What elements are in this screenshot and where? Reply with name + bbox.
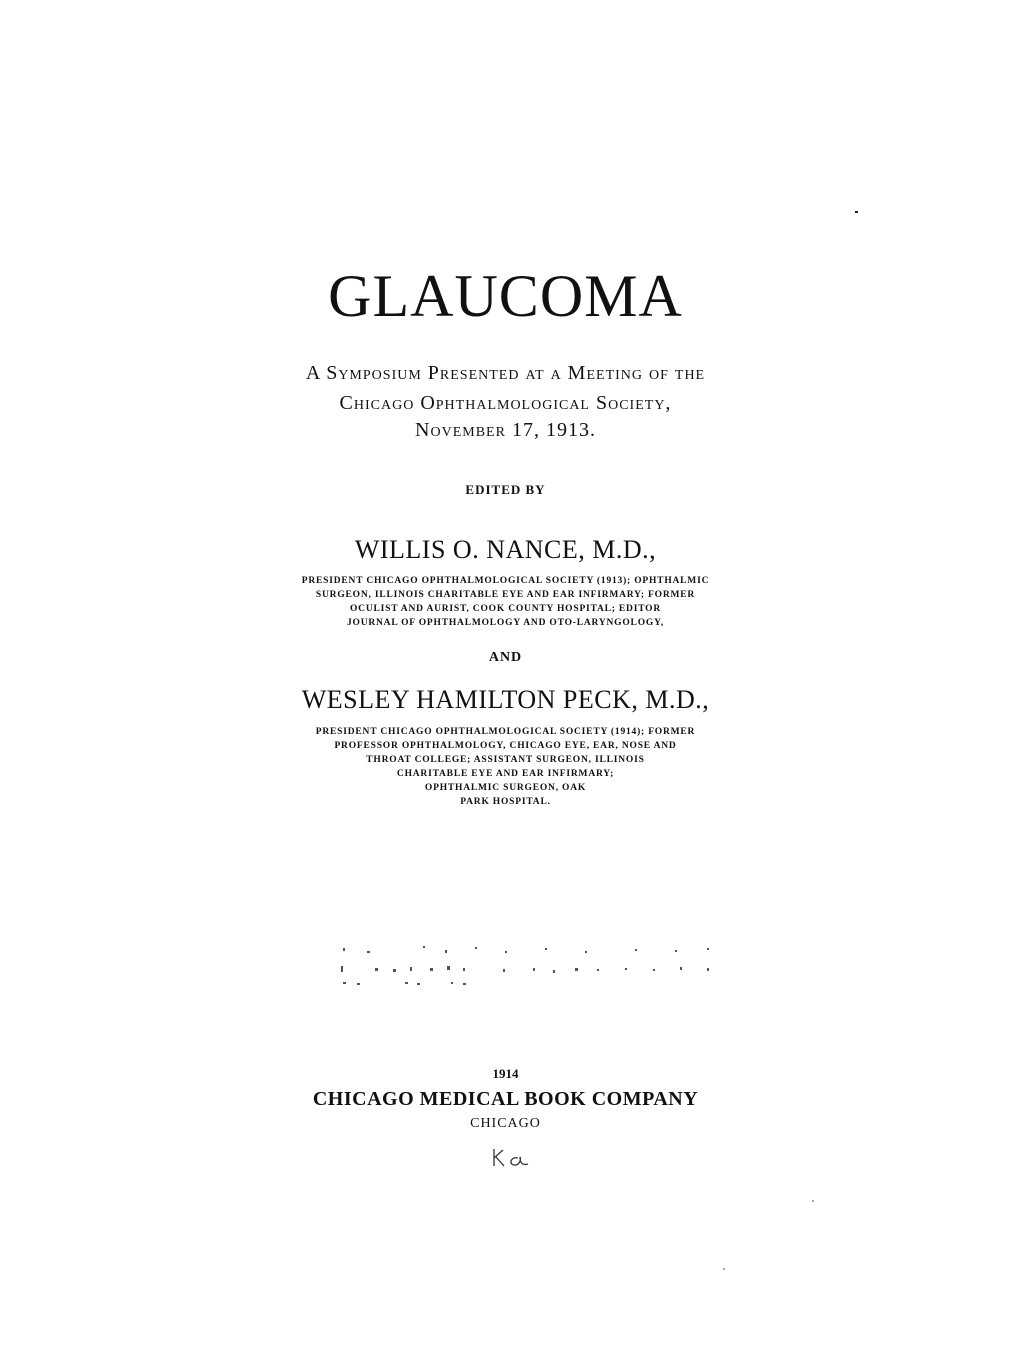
subtitle-line-2: Chicago Ophthalmological Society,	[339, 392, 672, 414]
page-speck	[855, 211, 858, 213]
editor-1-name: WILLIS O. NANCE, M.D.,	[354, 535, 657, 564]
editor-2-credential-line: CHARITABLE EYE AND EAR INFIRMARY;	[396, 769, 615, 779]
publication-year: 1914	[492, 1066, 519, 1081]
and-conjunction: AND	[488, 650, 523, 665]
editor-1-credential-line: OCULIST AND AURIST, COOK COUNTY HOSPITAL; EDITOR	[349, 604, 662, 614]
editor-1-credential-line: SURGEON, ILLINOIS CHARITABLE EYE AND EAR INFIRMARY; FORMER	[315, 590, 696, 600]
editor-2-credential-line: PARK HOSPITAL.	[460, 797, 551, 807]
edited-by-label: EDITED BY	[465, 482, 546, 497]
editor-1-credential-line: PRESIDENT CHICAGO OPHTHALMOLOGICAL SOCIETY (1913); OPHTHALMIC	[301, 576, 710, 586]
subtitle-line-3: November 17, 1913.	[415, 419, 596, 441]
page-speck	[723, 1268, 725, 1270]
editor-2-credential-line: PRESIDENT CHICAGO OPHTHALMOLOGICAL SOCIETY (1914); FORMER	[315, 727, 696, 737]
publisher-name: CHICAGO MEDICAL BOOK COMPANY	[312, 1088, 699, 1110]
editor-1-credential-line: JOURNAL OF OPHTHALMOLOGY AND OTO-LARYNGOLOGY,	[346, 618, 665, 628]
editor-2-name: WESLEY HAMILTON PECK, M.D.,	[301, 685, 710, 714]
editor-2-credential-line: THROAT COLLEGE; ASSISTANT SURGEON, ILLINOIS	[366, 755, 645, 765]
page-speck	[812, 1200, 814, 1202]
handwritten-annotation	[488, 1146, 538, 1172]
faded-library-stamp	[335, 942, 725, 992]
subtitle-line-1: A Symposium Presented at a Meeting of the	[305, 362, 706, 384]
editor-2-credential-line: PROFESSOR OPHTHALMOLOGY, CHICAGO EYE, EAR, NOSE AND	[334, 741, 677, 751]
publisher-city: CHICAGO	[470, 1116, 541, 1131]
editor-2-credential-line: OPHTHALMIC SURGEON, OAK	[424, 783, 587, 793]
book-title: GLAUCOMA	[328, 263, 683, 329]
